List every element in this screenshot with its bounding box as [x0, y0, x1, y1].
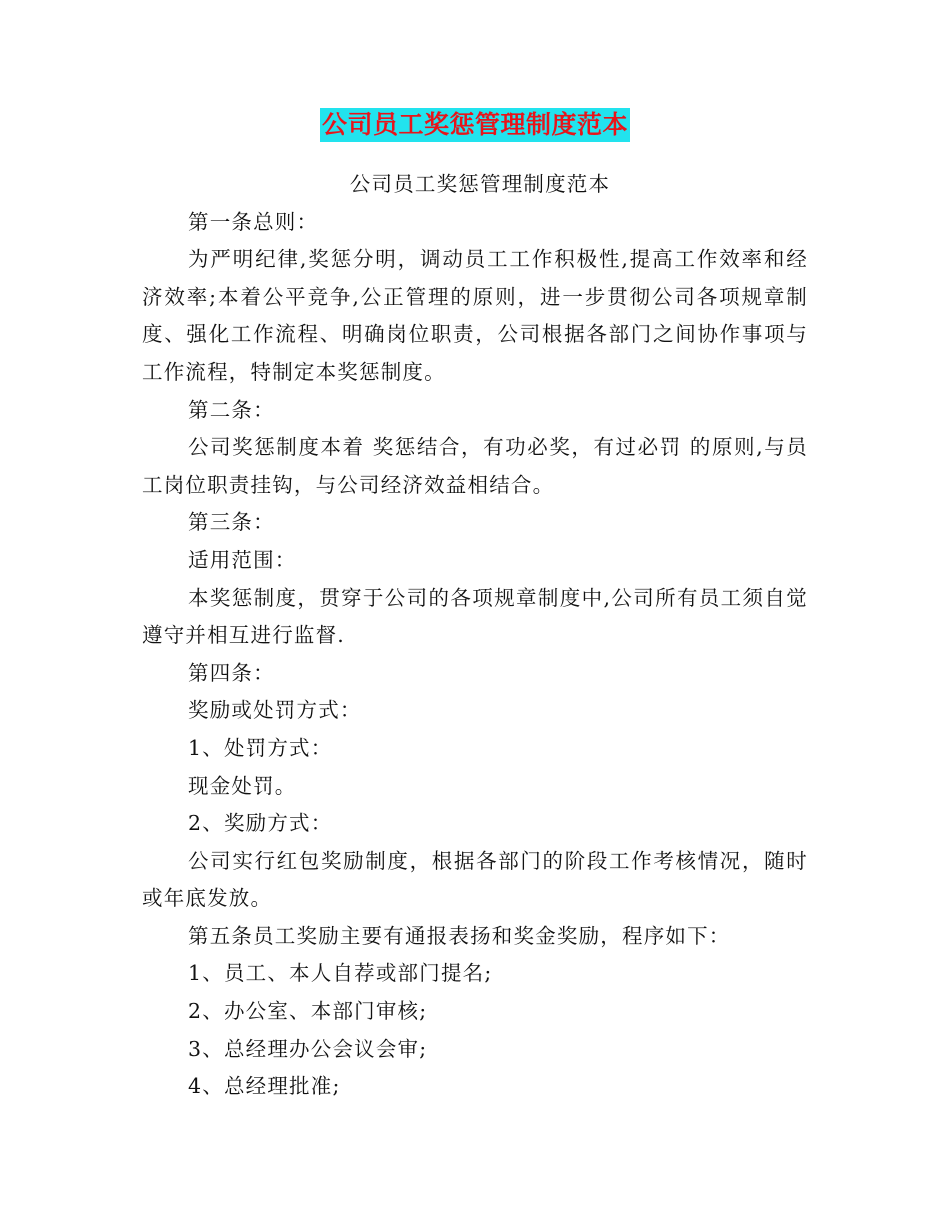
paragraph: 第三条：: [188, 510, 275, 535]
paragraph: 第四条：: [188, 660, 275, 685]
title-block: [0, 108, 950, 142]
paragraph: 2、奖励方式：: [188, 811, 333, 836]
paragraph: 为严明纪律,奖惩分明，调动员工工作积极性,提高工作效率和经济效率;本着公平竞争,公正管理的原则，进一步贯彻公司各项规章制度、强化工作流程、明确岗位职责，公司根据各部门之间协作事项与工作流程，特制定本奖惩制度。: [142, 247, 808, 384]
paragraph: 3、总经理办公会议会审;: [188, 1036, 428, 1061]
document-body: [142, 166, 808, 1106]
paragraph: 现金处罚。: [188, 773, 297, 798]
paragraph: 2、办公室、本部门审核;: [188, 999, 428, 1024]
document-subtitle: 公司员工奖惩管理制度范本: [349, 172, 611, 196]
paragraph: 第二条：: [188, 397, 275, 422]
paragraph: 公司实行红包奖励制度，根据各部门的阶段工作考核情况，随时或年底发放。: [142, 848, 808, 911]
paragraph: 适用范围：: [188, 547, 297, 572]
paragraph: 公司奖惩制度本着 奖惩结合，有功必奖，有过必罚 的原则,与员工岗位职责挂钩，与公司经济效益相结合。: [142, 435, 808, 497]
paragraph: 4、总经理批准;: [188, 1074, 341, 1099]
paragraph: 第一条总则：: [188, 209, 319, 234]
paragraph: 1、处罚方式：: [188, 735, 333, 760]
paragraph: 本奖惩制度，贯穿于公司的各项规章制度中,公司所有员工须自觉遵守并相互进行监督.: [142, 585, 808, 648]
paragraph: 第五条员工奖励主要有通报表扬和奖金奖励，程序如下：: [188, 923, 731, 948]
paragraph: 奖励或处罚方式：: [188, 698, 362, 723]
paragraph: 1、员工、本人自荐或部门提名;: [188, 961, 493, 986]
document-title: 公司员工奖惩管理制度范本: [320, 108, 630, 142]
